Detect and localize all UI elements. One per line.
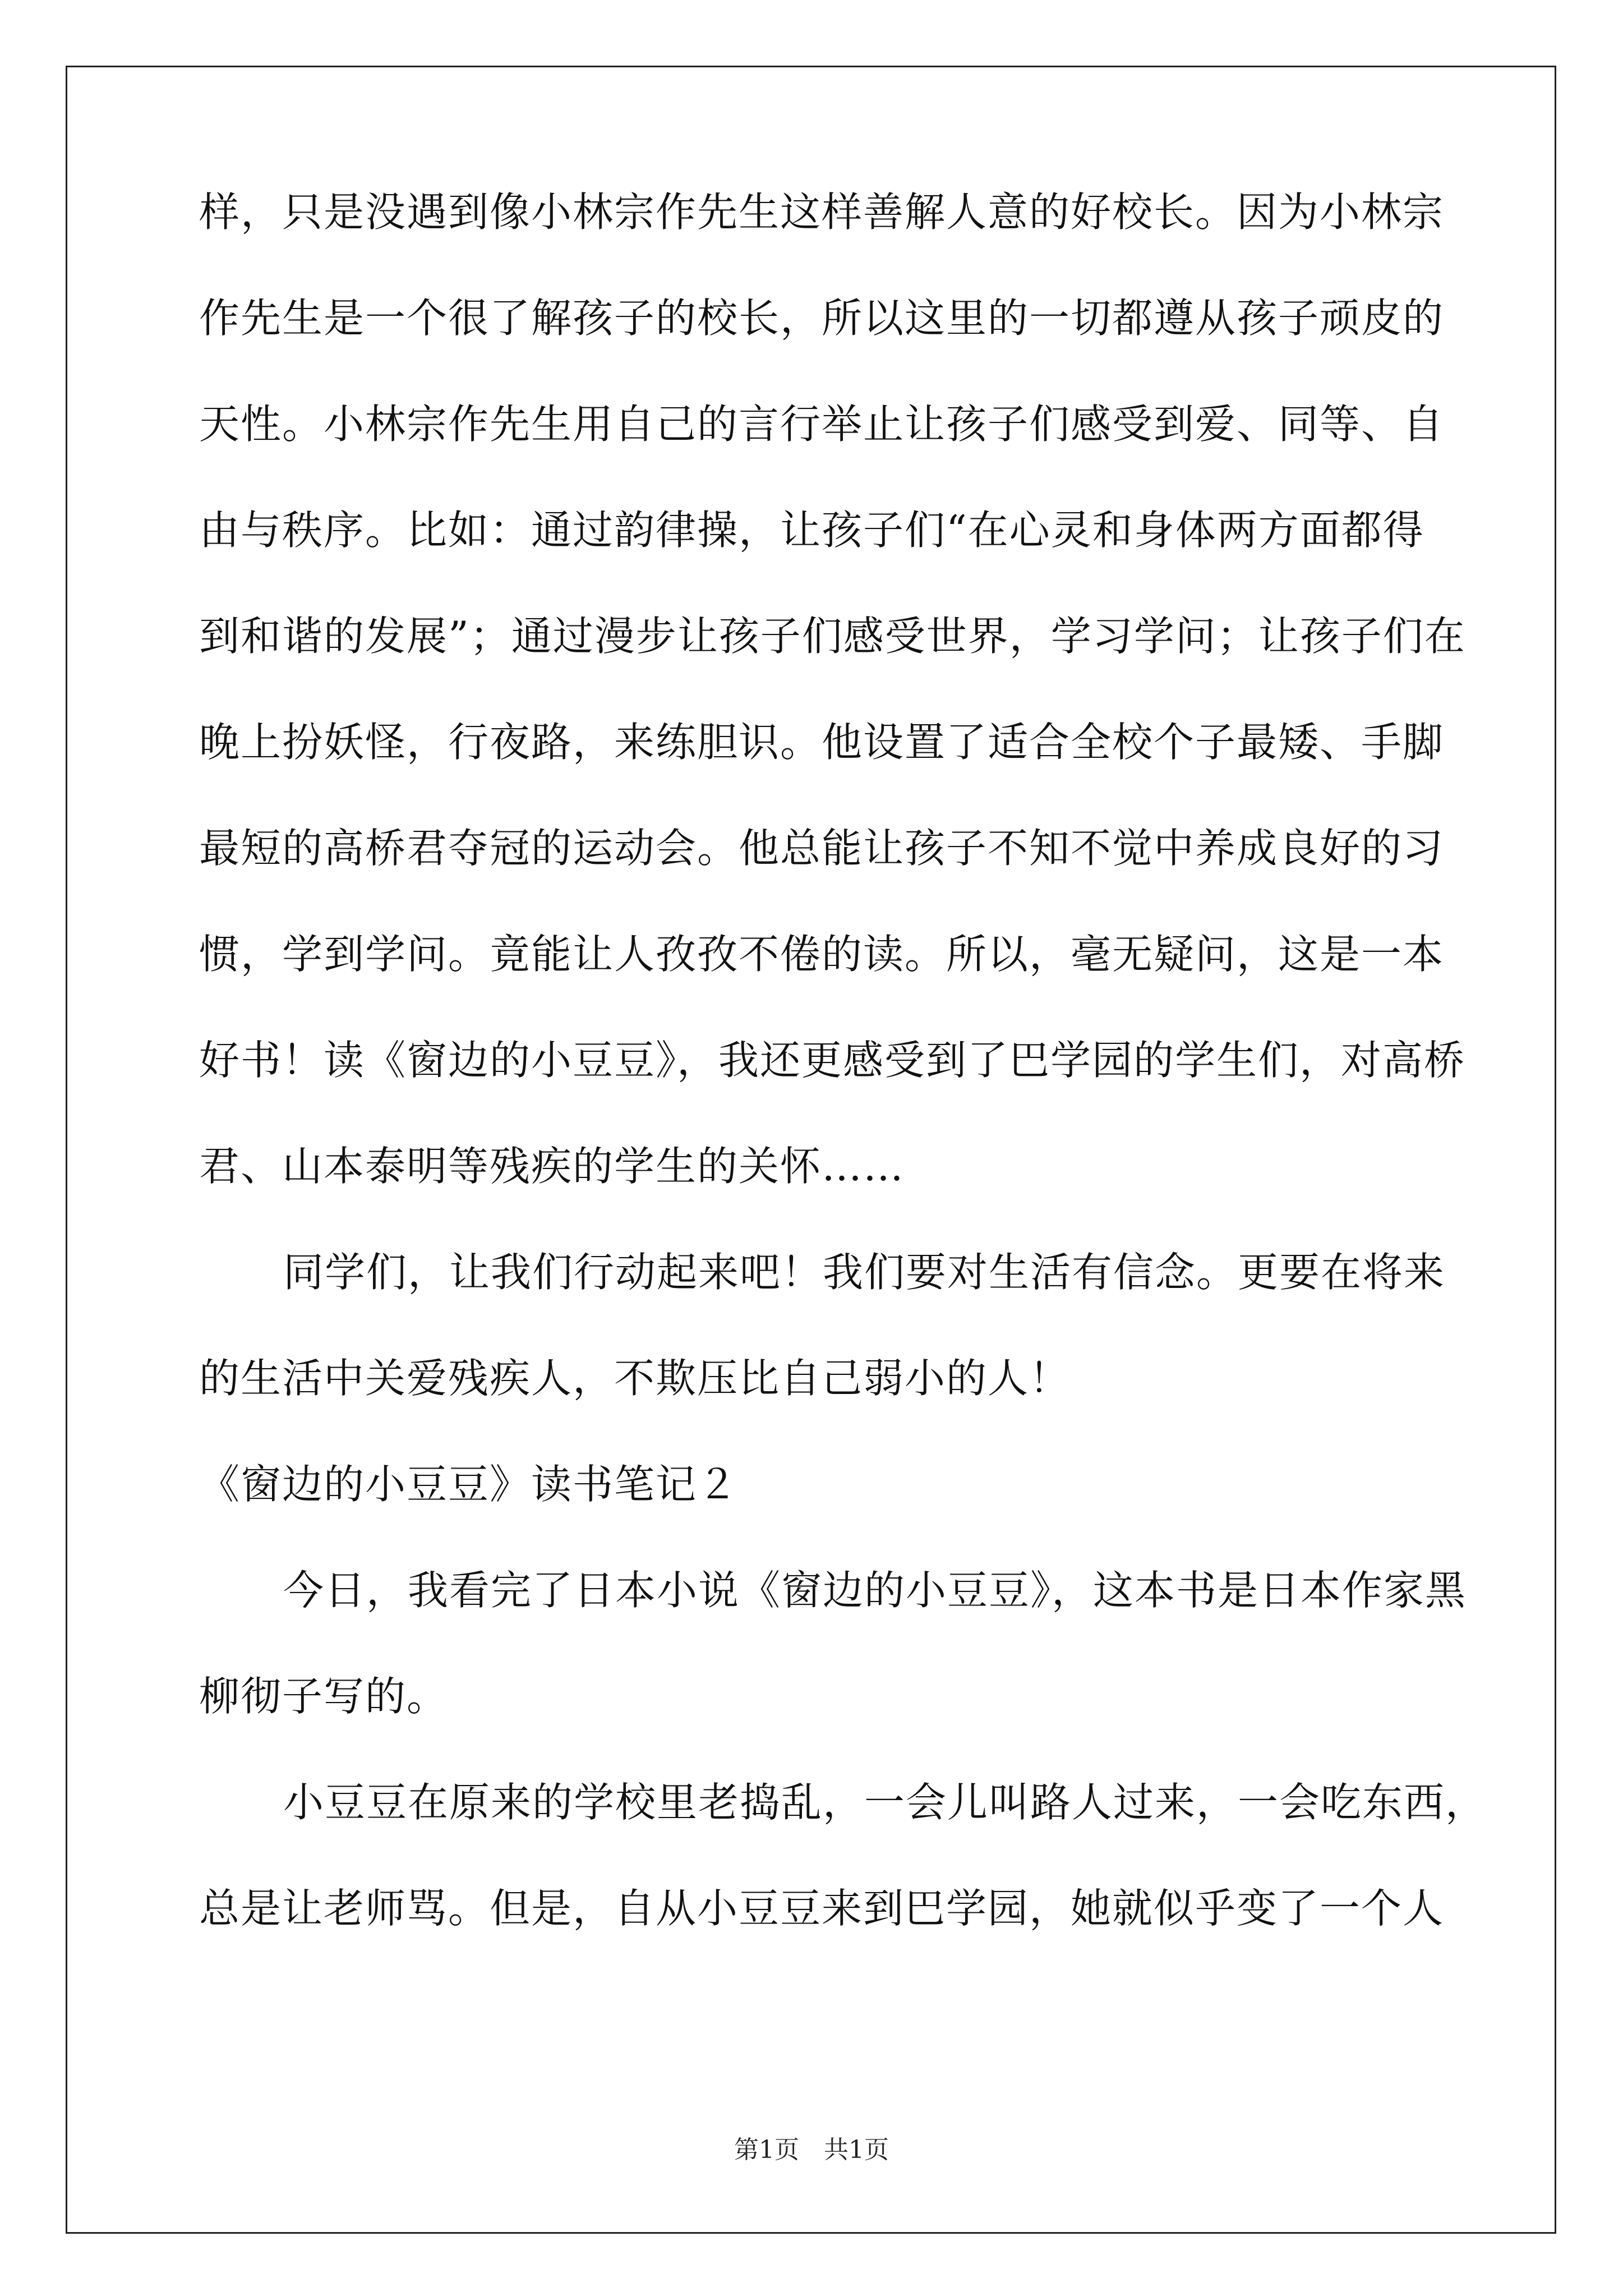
- text-line: 到和谐的发展”；通过漫步让孩子们感受世界，学习学问；让孩子们在: [199, 613, 1466, 660]
- text-line: 作先生是一个很了解孩子的校长，所以这里的一切都遵从孩子顽皮的: [199, 295, 1445, 342]
- document-body: [199, 185, 1487, 1987]
- text-line: 最短的高桥君夺冠的运动会。他总能让孩子不知不觉中养成良好的习: [199, 825, 1445, 872]
- text-line: 晚上扮妖怪，行夜路，来练胆识。他设置了适合全校个子最矮、手脚: [199, 719, 1445, 766]
- text-line: 好书！读《窗边的小豆豆》，我还更感受到了巴学园的学生们，对高桥: [199, 1037, 1466, 1084]
- text-line: 柳彻子写的。: [199, 1673, 449, 1720]
- paragraph-start-line: 今日，我看完了日本小说《窗边的小豆豆》，这本书是日本作家黑: [283, 1567, 1467, 1614]
- paragraph-start-line: 同学们，让我们行动起来吧！我们要对生活有信念。更要在将来: [283, 1249, 1446, 1296]
- text-line: 由与秩序。比如：通过韵律操，让孩子们“在心灵和身体两方面都得: [199, 507, 1424, 554]
- text-line: 样，只是没遇到像小林宗作先生这样善解人意的好校长。因为小林宗: [199, 188, 1445, 236]
- paragraph-start-line: 小豆豆在原来的学校里老捣乱，一会儿叫路人过来，一会吃东西，: [283, 1779, 1487, 1826]
- text-line: 天性。小林宗作先生用自己的言行举止让孩子们感受到爱、同等、自: [199, 401, 1445, 448]
- page-number-footer: 第1页 共1页: [734, 2136, 889, 2164]
- text-line: 君、山本泰明等残疾的学生的关怀……: [199, 1143, 905, 1190]
- text-line: 的生活中关爱残疾人，不欺压比自己弱小的人！: [199, 1355, 1071, 1402]
- section-heading: 《窗边的小豆豆》读书笔记２: [199, 1461, 739, 1508]
- text-line: 总是让老师骂。但是，自从小豆豆来到巴学园，她就似乎变了一个人: [199, 1885, 1445, 1932]
- text-line: 惯，学到学问。竟能让人孜孜不倦的读。所以，毫无疑问，这是一本: [199, 931, 1445, 978]
